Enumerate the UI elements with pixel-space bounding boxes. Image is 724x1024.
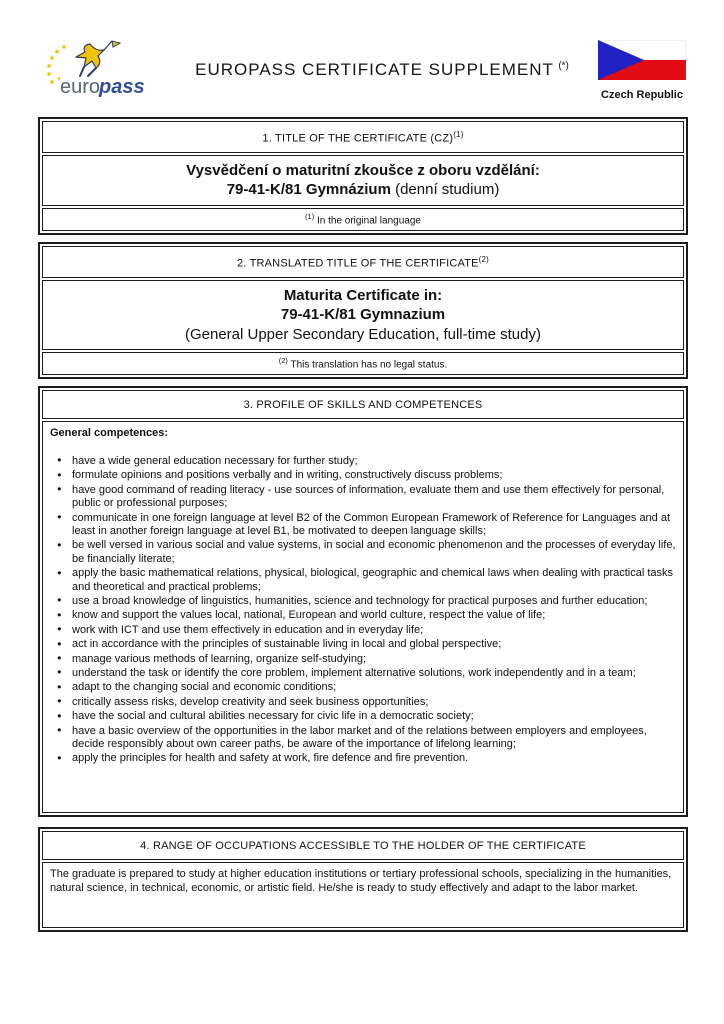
competence-item: ● manage various methods of learning, organize self-studying; (50, 653, 676, 666)
title-superscript: (*) (558, 60, 569, 72)
country-label: Czech Republic (601, 89, 683, 101)
translated-title-line-3: (General Upper Secondary Education, full-time study) (184, 325, 541, 343)
occupations-text: The graduate is prepared to study at higher education institutions or tertiary professional schools, specializing in the humanities, natural science, in technical, economic, or artistic field. He/she is ready to study effectively and adapt to the labor market. (50, 868, 672, 894)
competence-item: ● have the social and cultural abilities necessary for civic life in a democratic society; (50, 710, 676, 723)
logo-text-euro: euro (60, 76, 101, 98)
competence-item: ● adapt to the changing social and economic conditions; (50, 681, 676, 694)
section-2-heading (42, 246, 684, 278)
section-4-heading (42, 831, 684, 860)
document-title-wrap (170, 36, 594, 80)
competence-item: ● know and support the values local, national, European and world culture, respect the value of life; (50, 609, 676, 622)
competence-item: ● understand the task or identify the core problem, implement alternative solutions, work independently and in a team; (50, 667, 676, 680)
section-translated-title (38, 242, 688, 379)
competence-item: ● act in accordance with the principles of sustainable living in local and global perspective; (50, 638, 676, 651)
country-flag-block (594, 36, 690, 101)
europass-logo-icon (38, 36, 170, 98)
general-competences-label: General competences: (50, 427, 168, 440)
section-2-footnote-text: This translation has no legal status. (290, 359, 448, 371)
czech-flag-icon (598, 40, 686, 80)
competence-item: ● formulate opinions and positions verbally and in writing, constructively discuss problems; (50, 469, 676, 482)
section-range-of-occupations (38, 827, 688, 932)
section-3-heading-text: 3. PROFILE OF SKILLS AND COMPETENCES (243, 399, 483, 412)
section-2-heading-superscript: (2) (478, 254, 490, 264)
section-4-body (42, 862, 684, 928)
section-1-footnote (42, 208, 684, 231)
competence-item: ● be well versed in various social and value systems, in social and economic phenomenon and the processes of everyday life, be financially literate; (50, 539, 676, 566)
logo-text-pass: pass (99, 76, 145, 98)
document-title: EUROPASS CERTIFICATE SUPPLEMENT (*) (195, 60, 569, 79)
section-1-heading (42, 121, 684, 153)
competence-item: ● apply the basic mathematical relations, physical, biological, geographic and chemical laws when dealing with practical tasks and theoretical and practical problems; (50, 567, 676, 594)
competence-item: ● work with ICT and use them effectively in education and in everyday life; (50, 624, 676, 637)
section-3-body (42, 421, 684, 813)
competences-list (50, 455, 676, 766)
section-profile-of-skills (38, 386, 688, 817)
section-2-footnote (42, 352, 684, 375)
section-1-footnote-text: In the original language (316, 214, 421, 226)
section-title-of-certificate (38, 117, 688, 235)
section-2-footnote-superscript: (2) (278, 356, 288, 366)
section-2-heading-text: 2. TRANSLATED TITLE OF THE CERTIFICATE (236, 257, 479, 270)
certificate-title-line-2-regular: (denní studium) (395, 181, 500, 199)
europass-logo (38, 36, 170, 103)
certificate-title-original (42, 155, 684, 206)
competence-item: ● have good command of reading literacy - use sources of information, evaluate them and use them effectively for personal, public or professional purposes; (50, 484, 676, 511)
certificate-title-line-2-bold: 79-41-K/81 Gymnázium (226, 181, 391, 199)
competence-item: ● have a basic overview of the opportunities in the labor market and of the relations between employers and employees, decide responsibly about own career paths, be aware of the importance of lifelong learning; (50, 725, 676, 752)
section-3-heading (42, 390, 684, 419)
section-1-heading-text: 1. TITLE OF THE CERTIFICATE (CZ) (262, 132, 454, 145)
competence-item: ● apply the principles for health and safety at work, fire defence and fire prevention. (50, 752, 676, 765)
section-4-heading-text: 4. RANGE OF OCCUPATIONS ACCESSIBLE TO THE HOLDER OF THE CERTIFICATE (140, 840, 586, 853)
certificate-title-translated (42, 280, 684, 351)
certificate-title-line-2 (51, 180, 675, 200)
section-1-heading-superscript: (1) (453, 130, 464, 139)
competence-item: ● have a wide general education necessary for further study; (50, 455, 676, 468)
section-1-footnote-superscript: (1) (305, 211, 315, 221)
certificate-title-line-1: Vysvědčení o maturitní zkoušce z oboru vzdělání: (186, 161, 540, 179)
document-header (38, 36, 690, 103)
competence-item: ● communicate in one foreign language at level B2 of the Common European Framework of Reference for Languages and at least in another foreign language at level B1, be motivated to deepen language skills; (50, 512, 676, 539)
translated-title-line-1: Maturita Certificate in: (283, 286, 443, 304)
competence-item: ● critically assess risks, develop creativity and seek business opportunities; (50, 696, 676, 709)
competence-item: ● use a broad knowledge of linguistics, humanities, science and technology for practical purposes and further education; (50, 595, 676, 608)
translated-title-line-2: 79-41-K/81 Gymnazium (280, 306, 446, 324)
